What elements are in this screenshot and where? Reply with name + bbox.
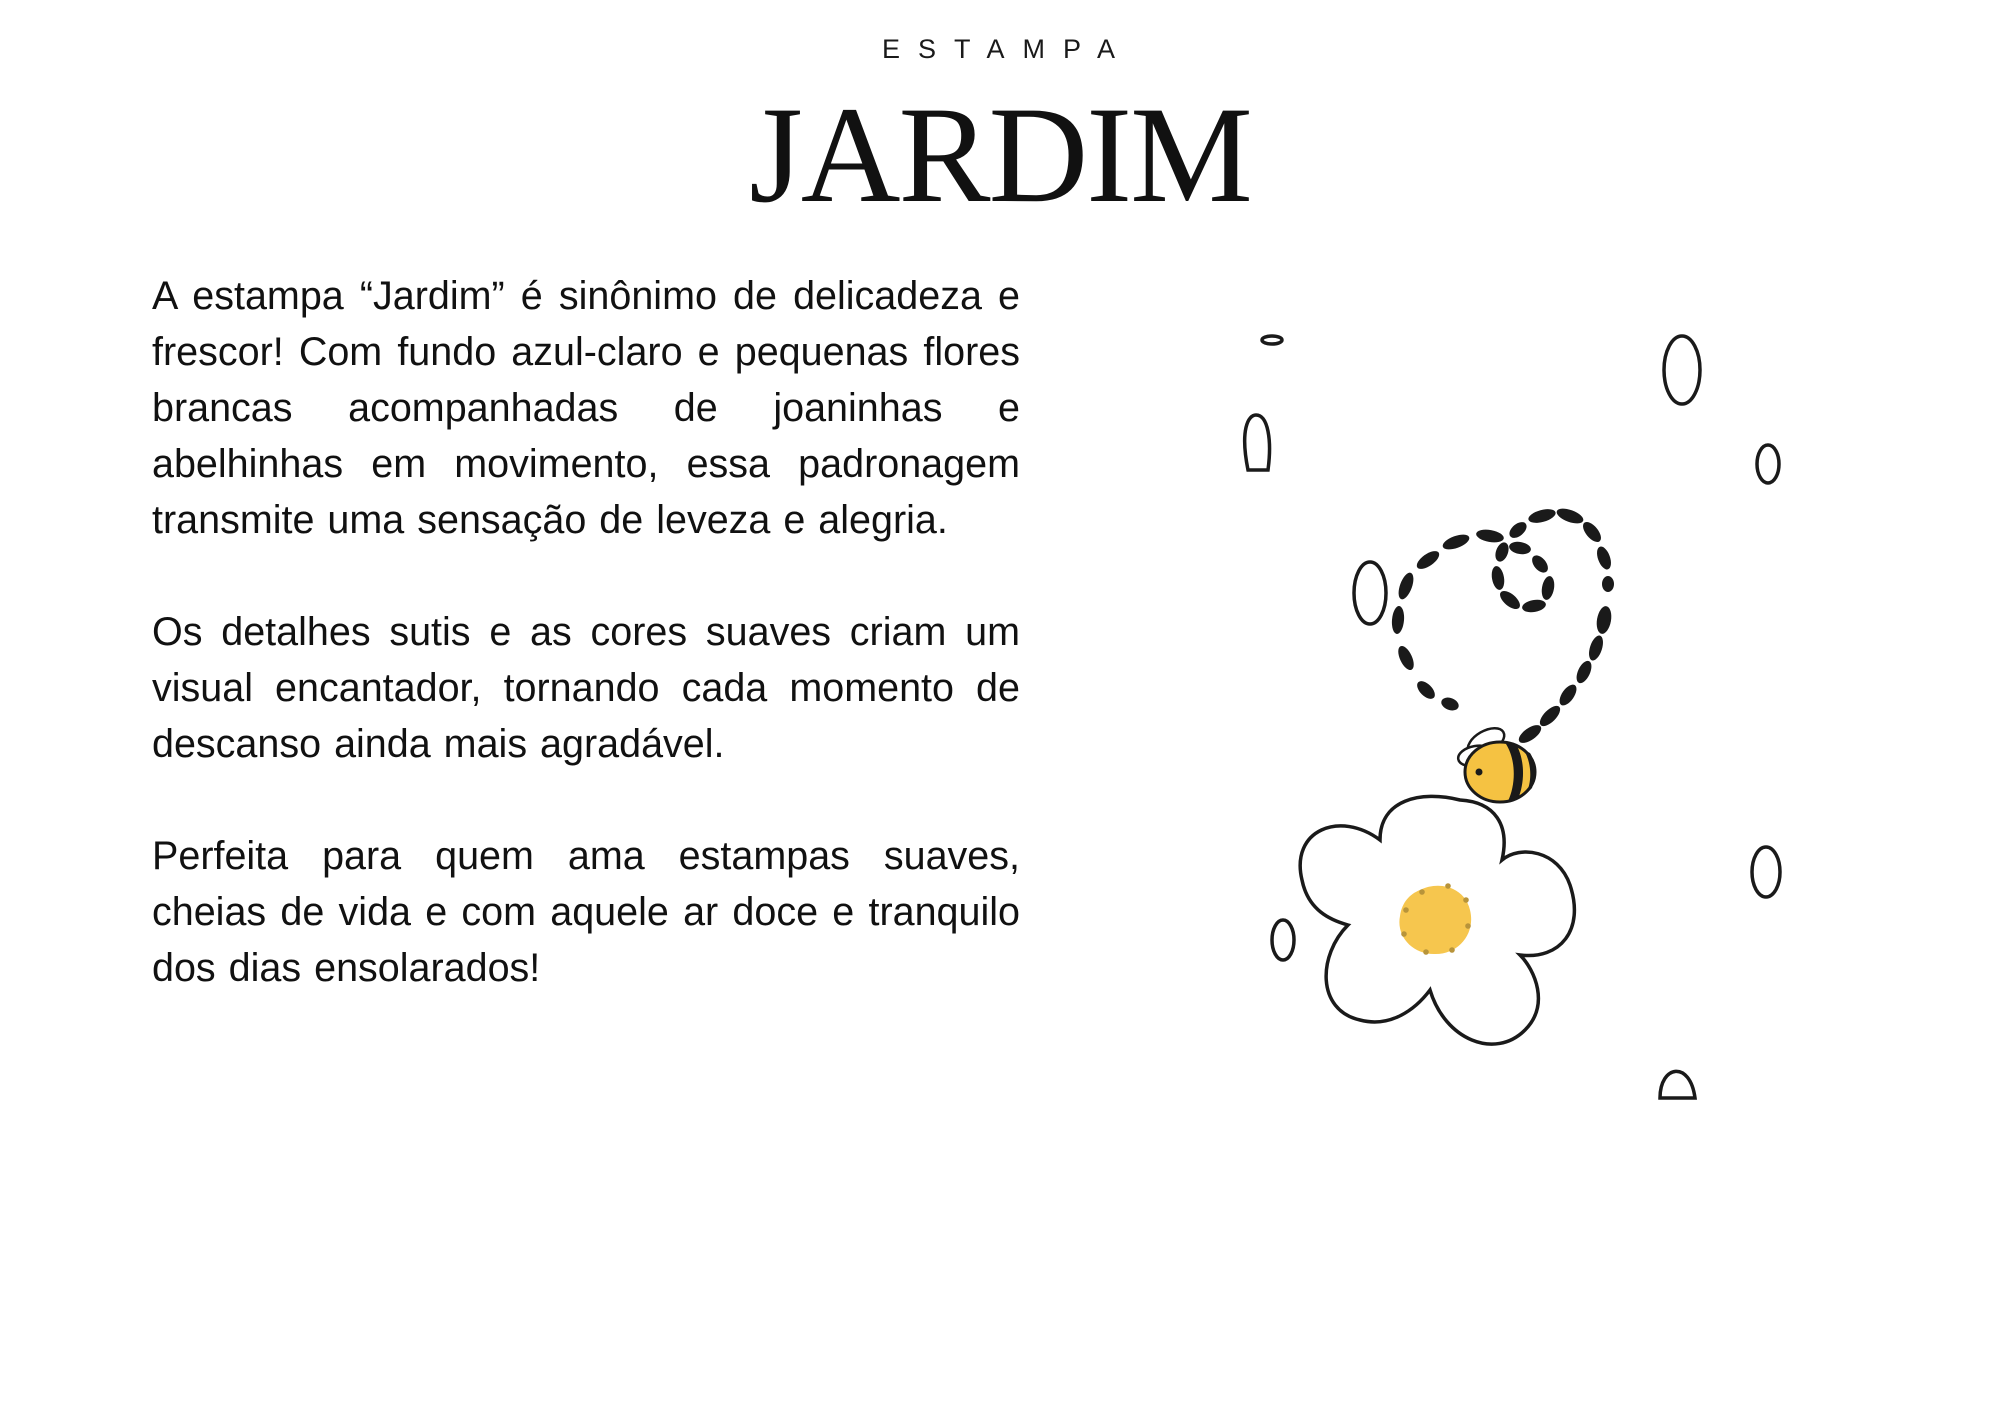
garden-illustration	[1220, 320, 1820, 1120]
page-title: JARDIM	[749, 78, 1251, 231]
description-paragraph-3: Perfeita para quem ama estampas suaves, cheias de vida e com aquele ar doce e tranquilo dos dias ensolarados!	[152, 834, 1020, 990]
description-body	[152, 268, 1020, 996]
description-paragraph-2: Os detalhes sutis e as cores suaves criam um visual encantador, tornando cada momento de descanso ainda mais agradável.	[152, 610, 1020, 766]
section-kicker: ESTAMPA	[881, 34, 1134, 64]
flower-icon	[1300, 796, 1574, 1044]
dotted-heart-trail	[1391, 506, 1614, 747]
description-paragraph-1: A estampa “Jardim” é sinônimo de delicadeza e frescor! Com fundo azul-claro e pequenas flores brancas acompanhadas de joaninhas e abelhinhas em movimento, essa padronagem transmite uma sensação de leveza e alegria.	[152, 274, 1020, 542]
